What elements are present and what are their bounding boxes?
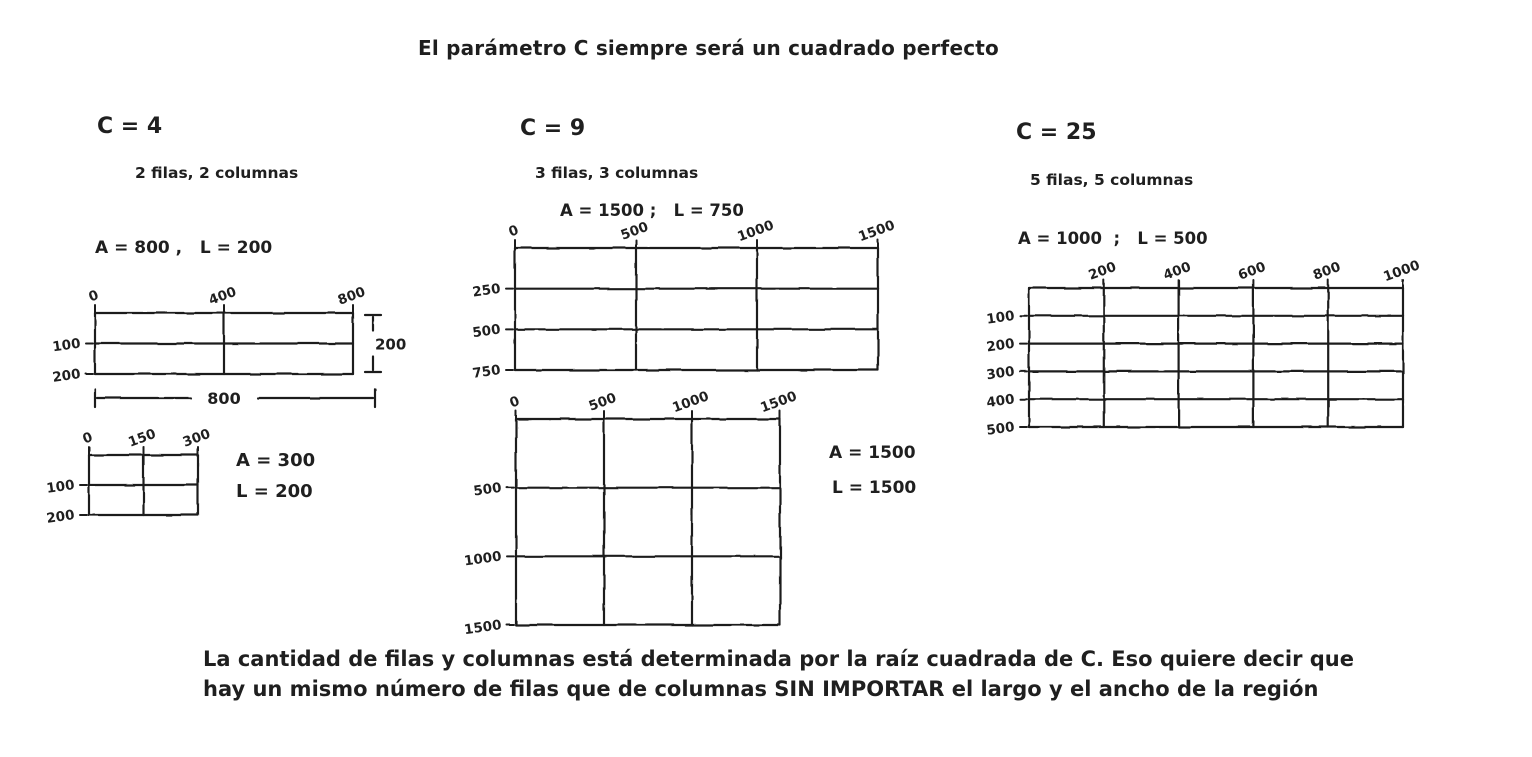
left-tick-label: 200 [985,335,1016,356]
left-tick-label: 500 [472,479,503,500]
top-tick-label: 500 [586,389,619,415]
left-tick-label: 200 [51,366,82,386]
c25-heading: C = 25 [1016,120,1097,145]
grid-c4-main [45,277,419,426]
grid-c9-square [463,383,830,641]
grid-c4-small [39,419,248,531]
grid-c25-main [979,252,1453,443]
top-tick-label: 500 [618,218,651,244]
top-tick-label: 1000 [1381,257,1423,286]
left-tick-label: 1000 [463,548,503,570]
left-tick-label: 400 [985,391,1016,412]
top-tick-label: 600 [1236,258,1269,284]
c4-small-length-label: L = 200 [236,481,313,502]
c4-subheading: 2 filas, 2 columnas [135,164,299,182]
c9-heading: C = 9 [520,116,586,141]
top-tick-label: 300 [180,425,213,451]
c9-square-area-label: A = 1500 [829,443,916,463]
top-tick-label: 1500 [758,388,800,417]
top-tick-label: 150 [126,425,159,451]
footer-note [203,644,1354,704]
top-tick-label: 0 [506,222,521,241]
height-dimension-label: 200 [375,335,407,354]
c9-subheading: 3 filas, 3 columnas [535,164,699,182]
top-tick-label: 1000 [735,217,777,246]
c25-subheading: 5 filas, 5 columnas [1030,171,1194,189]
width-dimension-label: 800 [207,389,241,408]
grid-c9-main [465,212,928,386]
c4-dims-label: A = 800 , L = 200 [95,238,273,258]
top-tick-label: 0 [507,393,522,412]
top-tick-label: 1000 [670,388,712,417]
left-tick-label: 500 [471,321,502,342]
left-tick-label: 750 [471,362,502,382]
left-tick-label: 100 [985,307,1016,328]
footer-line-1: La cantidad de filas y columnas está determinada por la raíz cuadrada de C. Eso quiere decir que [203,647,1355,671]
top-tick-label: 0 [86,287,101,306]
top-tick-label: 0 [80,429,95,448]
c25-dims-label: A = 1000 ; L = 500 [1018,229,1208,248]
left-tick-label: 100 [51,335,82,356]
diagram-title: El parámetro C siempre será un cuadrado perfecto [418,36,999,60]
left-tick-label: 200 [45,507,76,527]
left-tick-label: 300 [985,363,1016,384]
top-tick-label: 800 [335,283,368,309]
top-tick-label: 1500 [856,217,898,246]
top-tick-label: 400 [206,283,239,309]
c4-heading: C = 4 [97,114,163,139]
top-tick-label: 800 [1310,258,1343,284]
left-tick-label: 100 [45,477,76,497]
c9-dims-label: A = 1500 ; L = 750 [560,201,744,220]
left-tick-label: 1500 [463,617,503,639]
top-tick-label: 200 [1086,258,1119,284]
top-tick-label: 400 [1161,258,1194,284]
left-tick-label: 250 [471,280,502,301]
left-tick-label: 500 [985,419,1016,439]
c9-square-length-label: L = 1500 [832,478,917,498]
c4-small-area-label: A = 300 [236,450,316,471]
footer-line-2: hay un mismo número de filas que de columnas SIN IMPORTAR el largo y el ancho de la región [203,677,1319,701]
